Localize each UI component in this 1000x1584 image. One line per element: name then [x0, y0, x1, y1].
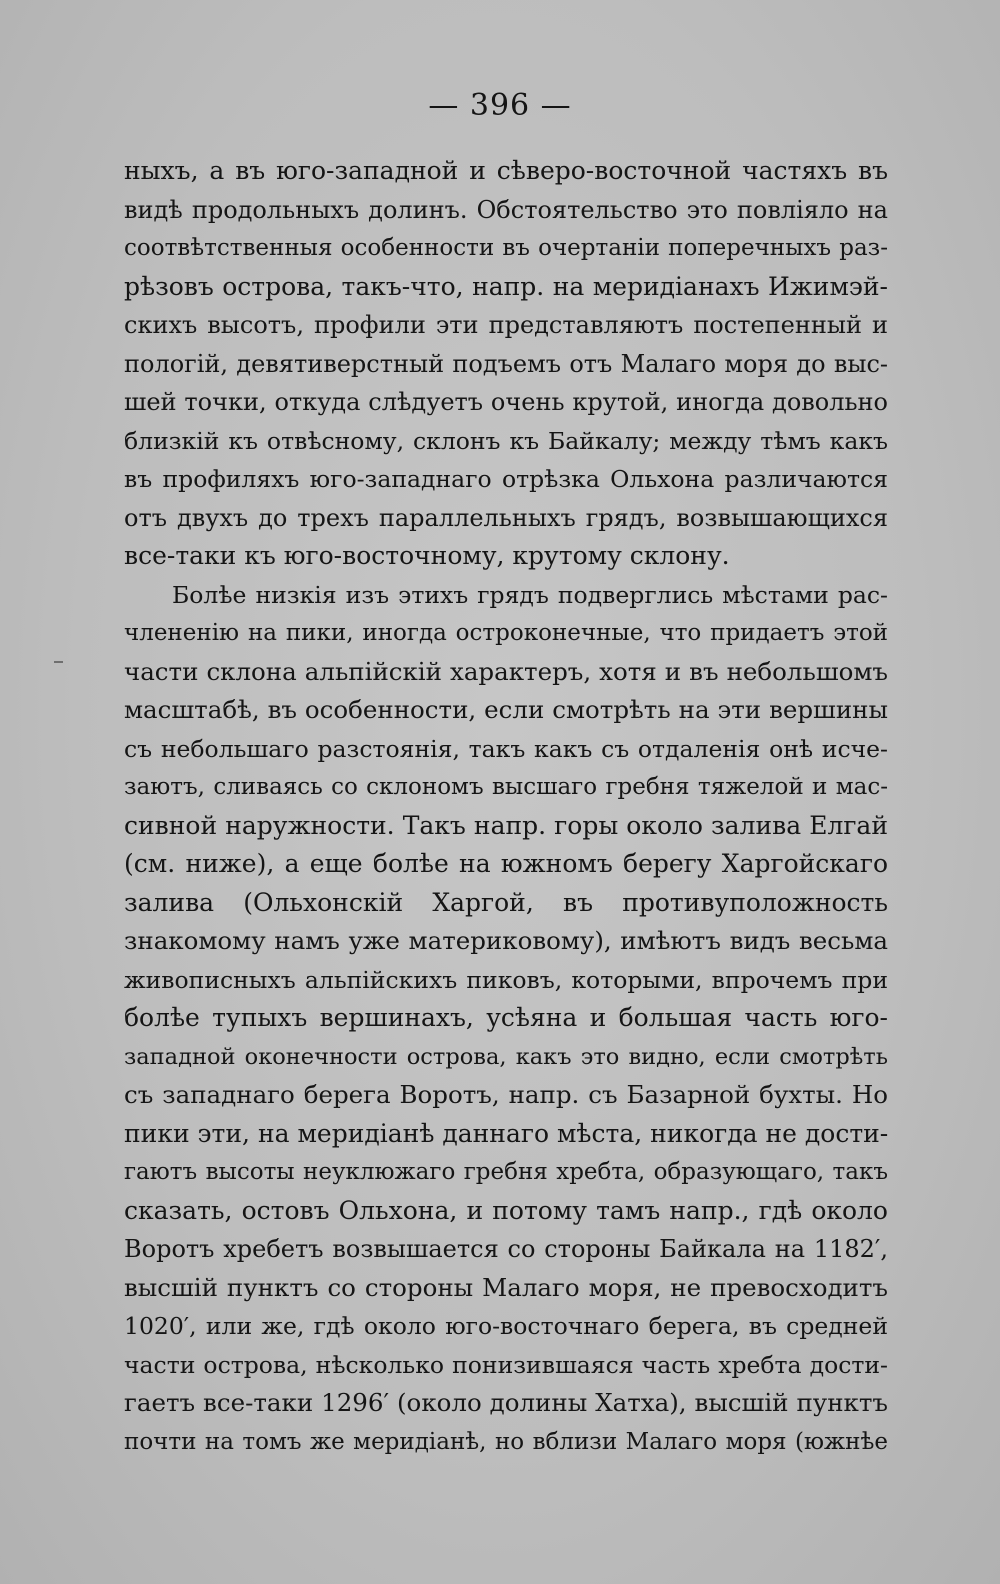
text-line: высшій пунктъ со стороны Малаго моря, не превосходитъ: [124, 1272, 888, 1302]
body-text: [124, 152, 888, 1461]
text-line: гаютъ высоты неуклюжаго гребня хребта, образующаго, такъ: [124, 1159, 888, 1185]
text-line: знакомому намъ уже материковому), имѣютъ видъ весьма: [124, 926, 888, 955]
paragraph-end-line: все-таки къ юго-восточному, крутому склону.: [124, 541, 730, 570]
text-line: западной оконечности острова, какъ это видно, если смотрѣть: [124, 1043, 888, 1070]
text-line: живописныхъ альпійскихъ пиковъ, которыми, впрочемъ при: [124, 965, 888, 994]
text-line: отъ двухъ до трехъ параллельныхъ грядъ, возвышающихся: [124, 503, 888, 532]
text-line: гаетъ все-таки 1296′ (около долины Хатха), высшій пунктъ: [124, 1388, 888, 1417]
text-line: скихъ высотъ, профили эти представляютъ постепенный и: [124, 311, 888, 339]
text-line: части острова, нѣсколько понизившаяся часть хребта дости-: [124, 1350, 888, 1379]
margin-mark: [54, 661, 63, 663]
paragraph-first-line: Болѣе низкія изъ этихъ грядъ подверглись мѣстами рас-: [172, 580, 888, 609]
text-line: пики эти, на меридіанѣ даннаго мѣста, никогда не дости-: [124, 1118, 888, 1148]
text-line: масштабѣ, въ особенности, если смотрѣть на эти вершины: [124, 695, 888, 724]
page-number: — 396 —: [428, 88, 572, 123]
text-line: части склона альпійскій характеръ, хотя и въ небольшомъ: [124, 656, 888, 686]
text-line: сивной наружности. Такъ напр. горы около залива Елгай: [124, 810, 888, 840]
text-line: видѣ продольныхъ долинъ. Обстоятельство это повліяло на: [124, 195, 888, 224]
text-line: шей точки, откуда слѣдуетъ очень крутой, иногда довольно: [124, 388, 888, 416]
text-line: 1020′, или же, гдѣ около юго-восточнаго берега, въ средней: [124, 1312, 888, 1340]
text-line: почти на томъ же меридіанѣ, но вблизи Малаго моря (южнѣе: [124, 1428, 888, 1455]
text-line: соотвѣтственныя особенности въ очертаніи поперечныхъ раз-: [124, 235, 888, 261]
text-line: члененію на пики, иногда остроконечные, что придаетъ этой: [124, 620, 888, 646]
text-line: рѣзовъ острова, такъ-что, напр. на меридіанахъ Ижимэй-: [124, 271, 888, 301]
text-line: болѣе тупыхъ вершинахъ, усѣяна и большая часть юго-: [124, 1003, 888, 1032]
text-line: съ небольшаго разстоянія, такъ какъ съ отдаленія онѣ исче-: [124, 734, 888, 763]
text-line: (см. ниже), а еще болѣе на южномъ берегу Харгойскаго: [124, 849, 888, 878]
text-line: близкій къ отвѣсному, склонъ къ Байкалу; между тѣмъ какъ: [124, 426, 888, 455]
text-line: съ западнаго берега Воротъ, напр. съ Базарной бухты. Но: [124, 1080, 888, 1109]
text-line: залива (Ольхонскій Харгой, въ противуположность: [124, 887, 888, 917]
text-line: въ профиляхъ юго-западнаго отрѣзка Ольхона различаются: [124, 465, 888, 493]
text-line: Воротъ хребетъ возвышается со стороны Байкала на 1182′,: [124, 1235, 888, 1263]
text-line: сказать, остовъ Ольхона, и потому тамъ напр., гдѣ около: [124, 1195, 888, 1225]
text-line: заютъ, сливаясь со склономъ высшаго гребня тяжелой и мас-: [124, 774, 888, 800]
text-line: пологій, девятиверстный подъемъ отъ Малаго моря до выс-: [124, 349, 888, 378]
text-line: ныхъ, а въ юго-западной и сѣверо-восточной частяхъ въ: [124, 156, 888, 185]
